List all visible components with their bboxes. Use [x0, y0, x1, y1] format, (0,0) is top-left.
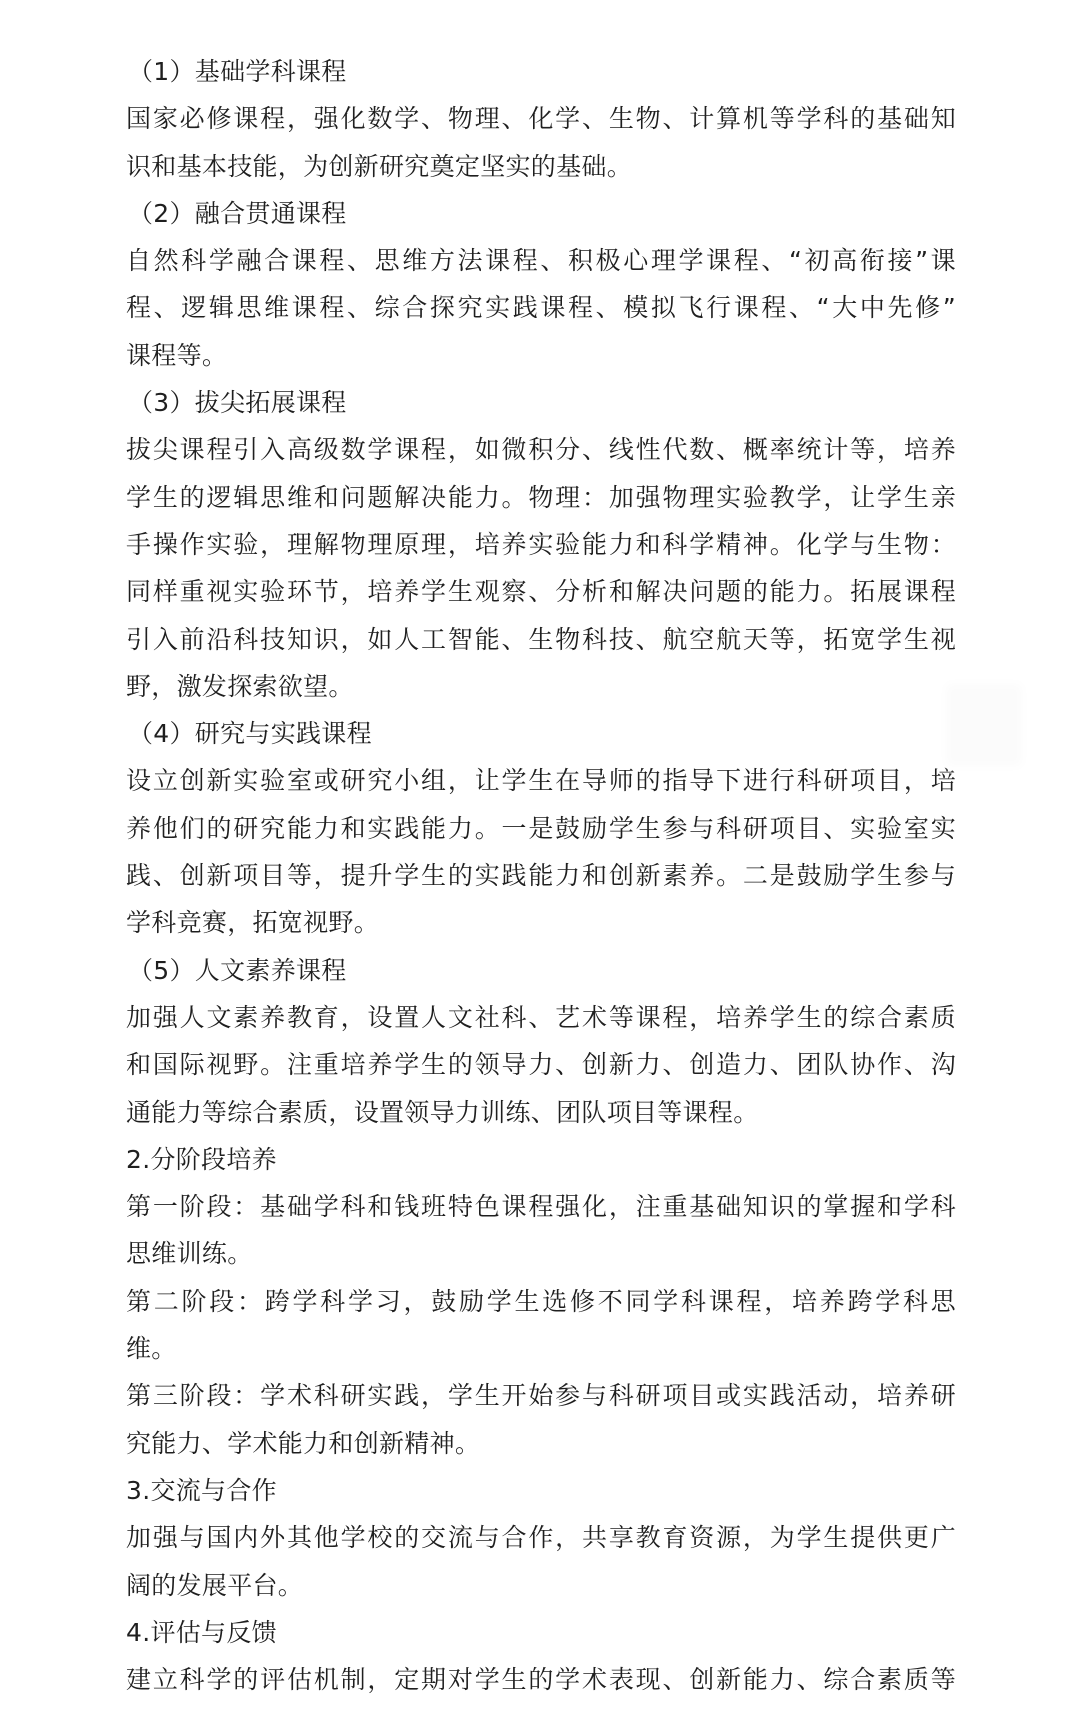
paragraph-line: 识和基本技能，为创新研究奠定坚实的基础。 — [126, 151, 633, 181]
paragraph-line: 拔尖课程引入高级数学课程，如微积分、线性代数、概率统计等，培养 — [126, 435, 956, 465]
paragraph-line: 通能力等综合素质，设置领导力训练、团队项目等课程。 — [126, 1097, 759, 1127]
subsection-heading: （2）融合贯通课程 — [128, 198, 347, 228]
paragraph-line: 维。 — [126, 1334, 177, 1364]
paragraph-line: 野，激发探索欲望。 — [126, 671, 354, 701]
paragraph-line: 阔的发展平台。 — [126, 1570, 304, 1600]
paragraph-line: 第三阶段：学术科研实践，学生开始参与科研项目或实践活动，培养研 — [126, 1381, 956, 1411]
paragraph-line: 践、创新项目等，提升学生的实践能力和创新素养。二是鼓励学生参与 — [126, 861, 956, 891]
subsection-heading: （5）人文素养课程 — [128, 955, 347, 985]
paragraph-line: 程、逻辑思维课程、综合探究实践课程、模拟飞行课程、“大中先修” — [126, 293, 956, 323]
section-heading: 2.分阶段培养 — [126, 1144, 277, 1174]
paragraph-line: 养他们的研究能力和实践能力。一是鼓励学生参与科研项目、实验室实 — [126, 813, 956, 843]
subsection-heading: （3）拔尖拓展课程 — [128, 388, 347, 418]
paragraph-line: 和国际视野。注重培养学生的领导力、创新力、创造力、团队协作、沟 — [126, 1050, 956, 1080]
section-heading: 4.评估与反馈 — [126, 1617, 277, 1647]
paragraph-line: 究能力、学术能力和创新精神。 — [126, 1428, 481, 1458]
paragraph-line: 引入前沿科技知识，如人工智能、生物科技、航空航天等，拓宽学生视 — [126, 624, 956, 654]
paragraph-line: 学科竞赛，拓宽视野。 — [126, 908, 380, 938]
scan-artifact — [952, 690, 1016, 760]
paragraph-line: 加强人文素养教育，设置人文社科、艺术等课程，培养学生的综合素质 — [126, 1002, 956, 1032]
document-text-block — [126, 48, 956, 1703]
paragraph-line: 建立科学的评估机制，定期对学生的学术表现、创新能力、综合素质等 — [126, 1665, 956, 1695]
subsection-heading: （4）研究与实践课程 — [128, 719, 372, 749]
paragraph-line: 学生的逻辑思维和问题解决能力。物理：加强物理实验教学，让学生亲 — [126, 482, 956, 512]
paragraph-line: 第二阶段：跨学科学习，鼓励学生选修不同学科课程，培养跨学科思 — [126, 1286, 956, 1316]
paragraph-line: 思维训练。 — [126, 1239, 253, 1269]
paragraph-line: 同样重视实验环节，培养学生观察、分析和解决问题的能力。拓展课程 — [126, 577, 956, 607]
document-page — [126, 48, 956, 1703]
paragraph-line: 课程等。 — [126, 340, 228, 370]
paragraph-line: 国家必修课程，强化数学、物理、化学、生物、计算机等学科的基础知 — [126, 104, 956, 134]
section-heading: 3.交流与合作 — [126, 1475, 277, 1505]
subsection-heading: （1）基础学科课程 — [128, 57, 347, 86]
paragraph-line: 自然科学融合课程、思维方法课程、积极心理学课程、“初高衔接”课 — [126, 246, 956, 276]
paragraph-line: 加强与国内外其他学校的交流与合作，共享教育资源，为学生提供更广 — [126, 1523, 956, 1553]
paragraph-line: 手操作实验，理解物理原理，培养实验能力和科学精神。化学与生物： — [126, 529, 956, 559]
paragraph-line: 第一阶段：基础学科和钱班特色课程强化，注重基础知识的掌握和学科 — [126, 1192, 956, 1222]
paragraph-line: 设立创新实验室或研究小组，让学生在导师的指导下进行科研项目，培 — [126, 766, 956, 796]
